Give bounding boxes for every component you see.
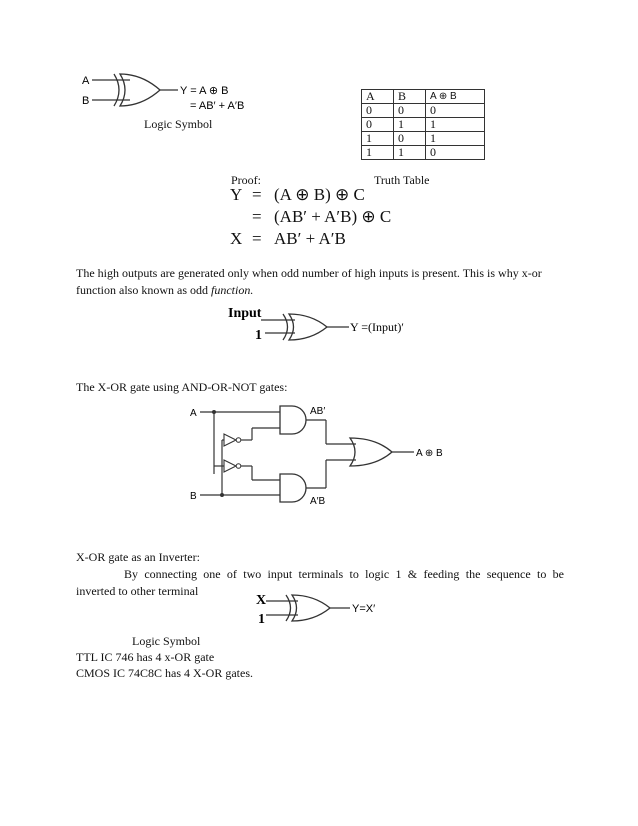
table-row <box>362 118 485 132</box>
paragraph-text: function also known as odd <box>76 283 211 297</box>
table-cell: 1 <box>362 146 394 160</box>
xor-gate-body <box>289 314 327 340</box>
truth-table <box>361 89 485 160</box>
fig3-input-a-label: A <box>190 408 197 419</box>
xor-extra-curve <box>114 74 119 106</box>
table-cell: 0 <box>394 104 426 118</box>
fig1-caption: Logic Symbol <box>144 117 213 131</box>
fig1-output-expression: Y = A ⊕ B <box>180 85 229 97</box>
equation-lhs: Y <box>230 185 243 204</box>
truth-table-header-row <box>362 90 485 104</box>
proof-equation <box>230 206 391 228</box>
table-row <box>362 104 485 118</box>
inverter-a <box>224 460 236 472</box>
equation-rhs: (AB′ + A′B) ⊕ C <box>274 207 392 226</box>
fig2-output-label: Y =(Input)′ <box>350 320 404 334</box>
paragraph-odd-function <box>76 265 566 299</box>
fig3-a-prime-b-label: A′B <box>310 496 326 507</box>
fig2-one-label: 1 <box>255 328 262 343</box>
fig4-caption: Logic Symbol <box>132 634 201 648</box>
xor-and-or-not-circuit <box>180 400 460 510</box>
truth-table-header: B <box>394 90 426 104</box>
section-heading-inverter: X-OR gate as an Inverter: <box>76 550 200 564</box>
and-gate-lower <box>280 474 306 502</box>
xor-extra-curve <box>286 595 291 621</box>
xor-gate-body <box>120 74 160 106</box>
table-cell: 0 <box>362 118 394 132</box>
truth-table-header: A <box>362 90 394 104</box>
fig3-output-label: A ⊕ B <box>416 448 443 459</box>
table-cell: 1 <box>394 146 426 160</box>
equation-equals: = <box>252 185 262 204</box>
proof-label: Proof: <box>231 173 261 187</box>
cmos-ic-note: CMOS IC 74C8C has 4 X-OR gates. <box>76 666 254 680</box>
inverter-b <box>224 434 236 446</box>
equation-rhs: (A ⊕ B) ⊕ C <box>274 185 365 204</box>
ttl-ic-note: TTL IC 746 has 4 x-OR gate <box>76 650 215 664</box>
xor-extra-curve <box>283 314 288 340</box>
table-cell: 1 <box>394 118 426 132</box>
section-heading-and-or-not: The X-OR gate using AND-OR-NOT gates: <box>76 380 288 394</box>
fig4-output-label: Y=X′ <box>352 603 376 615</box>
equation-equals: = <box>252 207 262 226</box>
table-row <box>362 146 485 160</box>
or-gate <box>350 438 392 466</box>
fig4-one-label: 1 <box>258 612 265 626</box>
paragraph-line: inverted to other terminal <box>76 584 199 598</box>
table-cell: 0 <box>426 104 485 118</box>
and-gate-upper <box>280 406 306 434</box>
fig1-input-b-label: B <box>82 95 90 107</box>
table-cell: 0 <box>394 132 426 146</box>
table-row <box>362 132 485 146</box>
xor-gate-body <box>292 595 330 621</box>
equation-equals: = <box>252 229 262 248</box>
fig1-input-a-label: A <box>82 75 90 87</box>
table-cell: 0 <box>362 104 394 118</box>
paragraph-line: The high outputs are generated only when odd number of high inputs is present. This is why x-or <box>76 266 542 280</box>
equation-lhs: X <box>230 229 243 248</box>
truth-table-header: A ⊕ B <box>426 90 485 104</box>
table-cell: 1 <box>362 132 394 146</box>
xor-inverter-figure <box>250 590 400 626</box>
fig3-input-b-label: B <box>190 491 197 502</box>
paragraph-line: By connecting one of two input terminals to logic 1 & feeding the sequence to be <box>124 567 564 581</box>
fig3-ab-prime-label: AB′ <box>310 406 326 417</box>
xor-logic-symbol-figure <box>78 70 288 115</box>
proof-equation <box>230 228 346 250</box>
table-cell: 0 <box>426 146 485 160</box>
fig2-input-label: Input <box>228 306 262 321</box>
fig1-output-expression-2: = AB′ + A′B <box>190 100 245 112</box>
truth-table-caption: Truth Table <box>374 173 430 187</box>
equation-rhs: AB′ + A′B <box>274 229 346 248</box>
proof-equation <box>230 184 365 206</box>
table-cell: 1 <box>426 132 485 146</box>
table-cell: 1 <box>426 118 485 132</box>
xor-with-one-figure <box>225 303 425 345</box>
paragraph-line <box>76 282 566 299</box>
italic-word: function. <box>210 283 254 297</box>
fig4-x-label: X <box>256 593 267 608</box>
